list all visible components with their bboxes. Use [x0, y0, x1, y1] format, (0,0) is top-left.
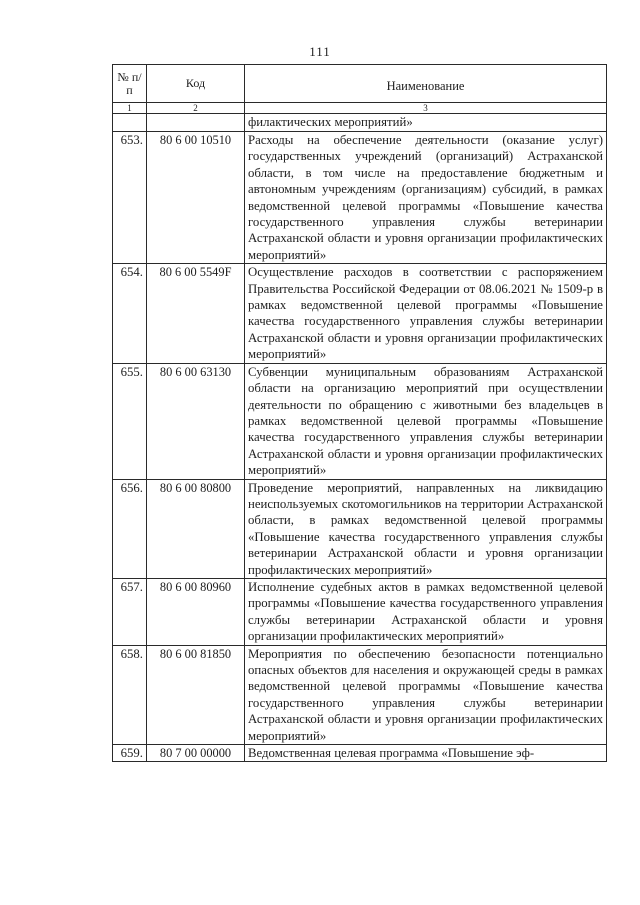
row-number: 657.: [113, 578, 147, 645]
continuation-row: [113, 114, 607, 132]
table-row: [113, 645, 607, 744]
row-name: Исполнение судебных актов в рамках ведомственной целевой программы «Повышение качества государственного управления службы ветеринарии Астраханской области и уровня организации профилактических мероприятий»: [245, 578, 607, 645]
page-number: 111: [309, 44, 331, 59]
header-code: Код: [147, 65, 245, 103]
column-index: 2: [147, 103, 245, 114]
row-name: Мероприятия по обеспечению безопасности потенциально опасных объектов для населения и окружающей среды в рамках ведомственной целевой программы «Повышение качества государственного управления службы ветеринарии Астраханской области и уровня организации профилактических мероприятий»: [245, 645, 607, 744]
row-name: Осуществление расходов в соответствии с распоряжением Правительства Российской Федерации от 08.06.2021 № 1509-р в рамках ведомственной целевой программы «Повышение качества государственного управления службы ветеринарии Астраханской области и уровня организации профилактических мероприятий»: [245, 264, 607, 363]
row-code: 80 6 00 80800: [147, 479, 245, 578]
row-number: 658.: [113, 645, 147, 744]
continuation-text: филактических мероприятий»: [245, 114, 607, 132]
row-name: Субвенции муниципальным образованиям Астраханской области на организацию мероприятий при осуществлении деятельности по обращению с животными без владельцев в рамках ведомственной целевой программы «Повышение качества государственного управления службы ветеринарии Астраханской области и уровня организации профилактических мероприятий»: [245, 363, 607, 479]
table-header-row: [113, 65, 607, 103]
column-index-row: [113, 103, 607, 114]
row-code: 80 6 00 5549F: [147, 264, 245, 363]
row-code: 80 6 00 80960: [147, 578, 245, 645]
row-code: 80 6 00 63130: [147, 363, 245, 479]
table-row: [113, 363, 607, 479]
row-name: Ведомственная целевая программа «Повышение эф-: [245, 745, 607, 762]
column-index: 3: [245, 103, 607, 114]
row-number: 654.: [113, 264, 147, 363]
budget-classification-table: [112, 64, 607, 762]
table-row: [113, 578, 607, 645]
row-number: 655.: [113, 363, 147, 479]
row-name: Проведение мероприятий, направленных на ликвидацию неиспользуемых скотомогильников на территории Астраханской области, в рамках ведомственной целевой программы «Повышение качества государственного управления службы ветеринарии Астраханской области и уровня организации профилактических мероприятий»: [245, 479, 607, 578]
row-code: 80 6 00 10510: [147, 132, 245, 264]
header-name: Наименование: [245, 65, 607, 103]
table-row: [113, 479, 607, 578]
row-number: 653.: [113, 132, 147, 264]
table-row: [113, 745, 607, 762]
header-num: № п/п: [113, 65, 147, 103]
table-row: [113, 132, 607, 264]
column-index: 1: [113, 103, 147, 114]
row-name: Расходы на обеспечение деятельности (оказание услуг) государственных учреждений (организаций) Астраханской области, в том числе на предоставление бюджетным и автономным учреждениям (организациям) субсидий, в рамках ведомственной целевой программы «Повышение качества государственного управления службы ветеринарии Астраханской области и уровня организации профилактических мероприятий»: [245, 132, 607, 264]
row-number: 659.: [113, 745, 147, 762]
row-number: 656.: [113, 479, 147, 578]
row-code: 80 7 00 00000: [147, 745, 245, 762]
row-code: 80 6 00 81850: [147, 645, 245, 744]
table-row: [113, 264, 607, 363]
